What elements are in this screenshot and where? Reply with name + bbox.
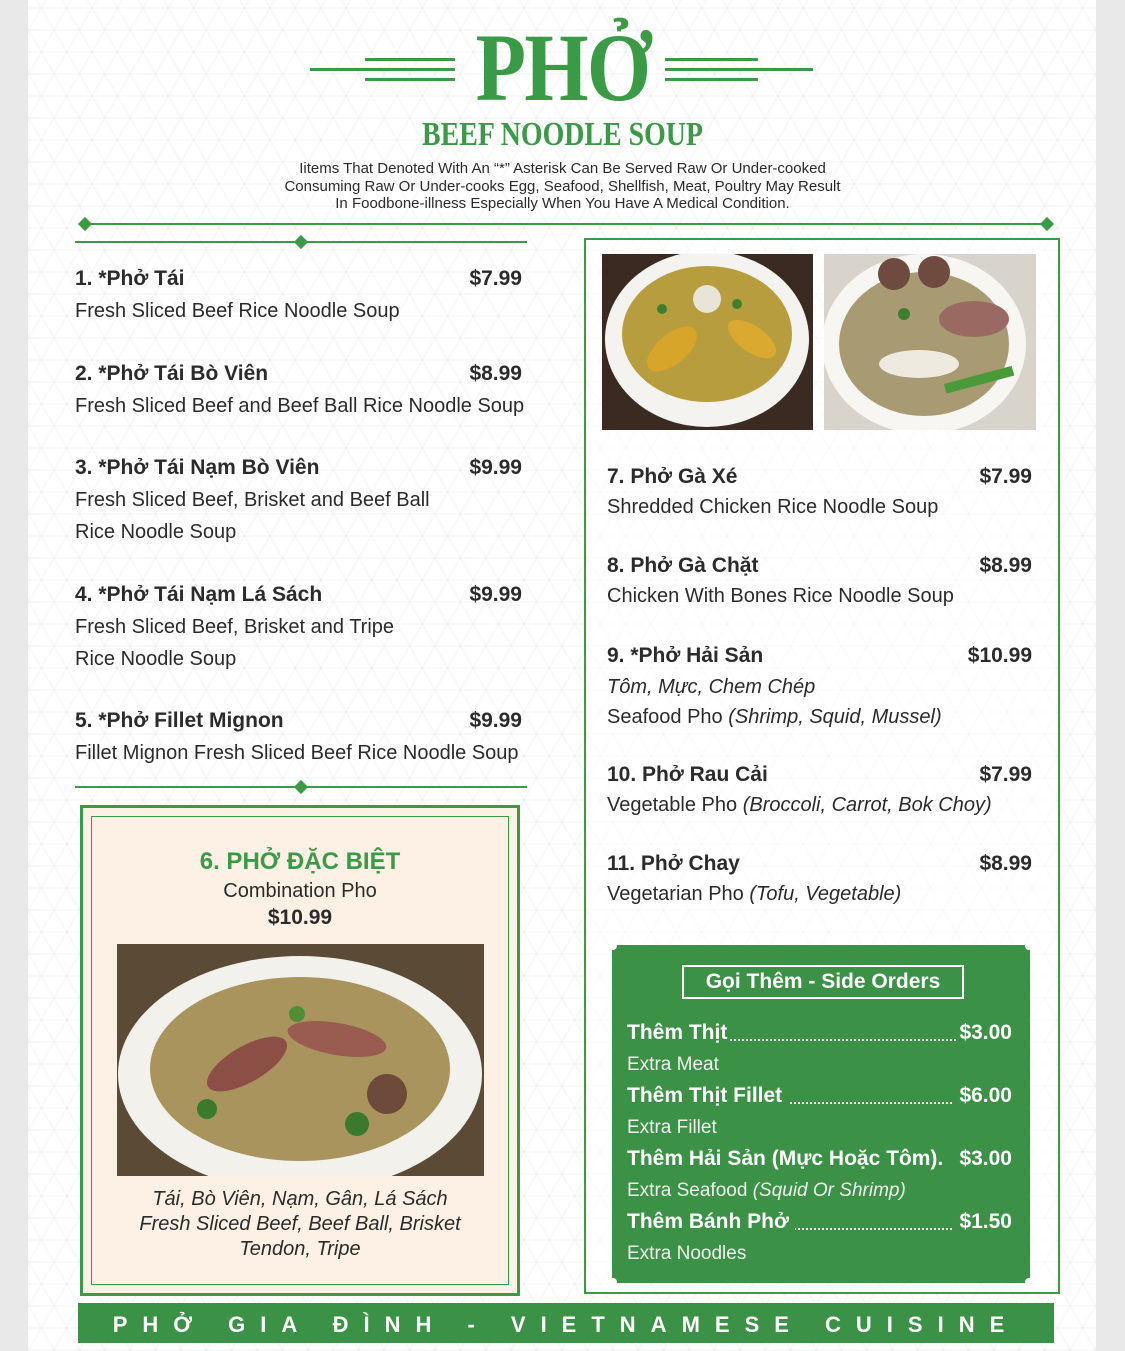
item-name: 5. *Phở Fillet Mignon [75, 709, 284, 732]
header-divider [82, 223, 1050, 225]
beef-bowl-image [824, 254, 1036, 430]
item-price: $7.99 [979, 763, 1032, 786]
description-text: Chicken With Bones Rice Noodle Soup [607, 585, 954, 607]
side-item-name: Thêm Bánh Phở [627, 1210, 795, 1233]
item-name: 3. *Phở Tái Nạm Bò Viên [75, 456, 320, 479]
menu-item [607, 554, 1032, 610]
side-item-price: $6.00 [953, 1084, 1012, 1108]
chicken-bowl-image [602, 254, 813, 430]
item-name: 10. Phở Rau Cải [607, 763, 768, 786]
item-name: 4. *Phở Tái Nạm Lá Sách [75, 583, 323, 606]
item-price: $7.99 [469, 267, 522, 290]
side-orders-box [612, 945, 1030, 1283]
side-description-text: Extra Noodles [627, 1243, 747, 1264]
item-description [607, 582, 1032, 610]
side-item-name: Thêm Hải Sản (Mực Hoặc Tôm) [627, 1147, 938, 1170]
description-ingredients: (Tofu, Vegetable) [749, 883, 902, 905]
item-name: 1. *Phở Tái [75, 267, 185, 290]
side-orders-title: Gọi Thêm - Side Orders [682, 965, 964, 999]
description-line: Fresh Sliced Beef, Brisket and Beef Ball [75, 489, 430, 511]
special-pho-photo [117, 944, 484, 1176]
side-description-text: Extra Meat [627, 1054, 719, 1075]
item-description-vietnamese: Tôm, Mực, Chem Chép [607, 676, 816, 698]
item-price: $8.99 [979, 554, 1032, 577]
description-line: Rice Noodle Soup [75, 648, 237, 670]
item-name: 8. Phở Gà Chặt [607, 554, 759, 577]
description-text: Vegetable Pho [607, 794, 743, 816]
menu-item [607, 465, 1032, 521]
special-title: 6. PHỞ ĐẶC BIỆT [199, 848, 401, 875]
item-description [607, 791, 1032, 819]
menu-item [607, 852, 1032, 908]
corner-dot [609, 1278, 617, 1286]
side-item-description [627, 1180, 906, 1202]
page-title: PHỞ [475, 14, 650, 121]
special-subtitle: Combination Pho [223, 880, 377, 902]
description-text: Vegetarian Pho [607, 883, 750, 905]
chicken-pho-photo [602, 254, 813, 430]
restaurant-footer-banner: PHỞ GIA ĐÌNH - VIETNAMESE CUISINE [78, 1303, 1054, 1343]
item-description: Fresh Sliced Beef and Beef Ball Rice Noodle Soup [75, 395, 525, 417]
item-description [607, 493, 1032, 521]
side-item-price: $3.00 [959, 1147, 1012, 1170]
raw-food-notice [0, 160, 1125, 213]
special-caption [83, 1187, 517, 1262]
caption-line: Fresh Sliced Beef, Beef Ball, Brisket [139, 1213, 461, 1235]
menu-item [75, 362, 525, 422]
item-price: $10.99 [967, 644, 1032, 667]
beef-pho-photo [824, 254, 1036, 430]
description-line: Fresh Sliced Beef, Brisket and Tripe [75, 616, 395, 638]
side-item-name: Thêm Thịt [627, 1021, 728, 1044]
item-description [75, 611, 525, 675]
pho-bowl-image [117, 944, 484, 1176]
caption-line: Tái, Bò Viên, Nạm, Gân, Lá Sách [152, 1188, 448, 1210]
item-name: 2. *Phở Tái Bò Viên [75, 362, 269, 385]
side-description-text: Extra Seafood [627, 1180, 753, 1201]
menu-item [75, 456, 525, 548]
side-item-description [627, 1054, 719, 1076]
notice-line: Iitems That Denoted With An “*” Asterisk Can Be Served Raw Or Under-cooked [299, 160, 826, 177]
item-price: $9.99 [469, 709, 522, 732]
item-description: Fillet Mignon Fresh Sliced Beef Rice Noodle Soup [75, 742, 519, 764]
menu-item [607, 644, 1032, 732]
item-price: $7.99 [979, 465, 1032, 488]
page-subtitle: BEEF NOODLE SOUP [422, 116, 703, 153]
menu-item [607, 763, 1032, 819]
item-name: 9. *Phở Hải Sản [607, 644, 764, 667]
side-item [627, 1210, 1012, 1234]
side-description-detail: (Squid Or Shrimp) [752, 1180, 906, 1201]
item-price: $8.99 [469, 362, 522, 385]
item-price: $8.99 [979, 852, 1032, 875]
side-item-description [627, 1243, 746, 1265]
menu-item [75, 709, 525, 769]
side-item-description [627, 1117, 717, 1139]
corner-dot [1025, 1278, 1033, 1286]
corner-dot [1025, 942, 1033, 950]
item-description [607, 880, 1032, 908]
item-description [75, 484, 525, 548]
corner-dot [609, 942, 617, 950]
item-description: Fresh Sliced Beef Rice Noodle Soup [75, 300, 400, 322]
description-ingredients: (Broccoli, Carrot, Bok Choy) [742, 794, 992, 816]
side-name-dot: . [937, 1147, 944, 1170]
item-price: $9.99 [469, 456, 522, 479]
menu-item [75, 267, 525, 327]
menu-item [75, 583, 525, 675]
side-item-name: Thêm Thịt Fillet [627, 1084, 788, 1107]
side-item-price: $1.50 [953, 1210, 1012, 1234]
side-item [627, 1021, 1012, 1045]
item-name: 7. Phở Gà Xé [607, 465, 738, 488]
caption-line: Tendon, Tripe [239, 1238, 361, 1260]
notice-line: Consuming Raw Or Under-cooks Egg, Seafood, Shellfish, Meat, Poultry May Result [284, 177, 841, 195]
side-description-text: Extra Fillet [627, 1117, 717, 1138]
description-line: Rice Noodle Soup [75, 521, 237, 543]
special-price: $10.99 [267, 906, 333, 929]
item-description [607, 702, 1032, 732]
item-name: 11. Phở Chay [607, 852, 740, 875]
side-item [627, 1147, 1012, 1171]
description-ingredients: (Shrimp, Squid, Mussel) [728, 706, 942, 728]
side-item [627, 1084, 1012, 1108]
description-text: Shredded Chicken Rice Noodle Soup [607, 496, 939, 518]
special-combination-box [80, 805, 520, 1296]
description-text: Seafood Pho [607, 706, 729, 728]
notice-line: In Foodbone-illness Especially When You Have A Medical Condition. [335, 195, 790, 212]
side-item-price: $3.00 [959, 1021, 1012, 1044]
item-price: $9.99 [469, 583, 522, 606]
